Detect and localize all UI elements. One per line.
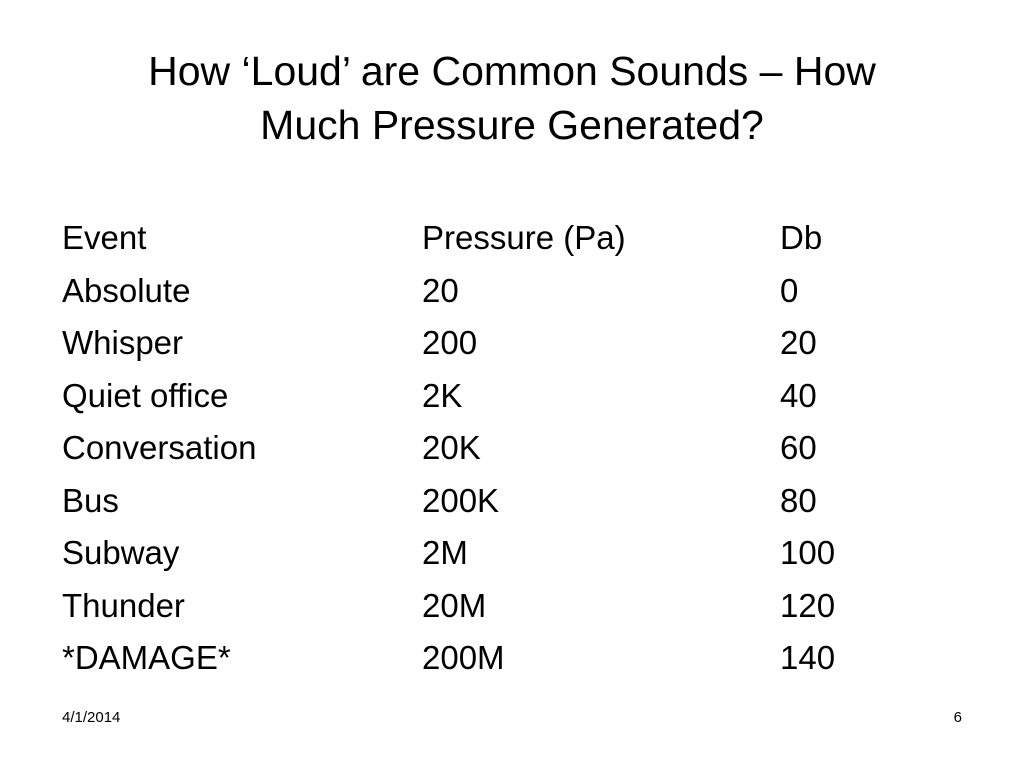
slide-title-line: Much Pressure Generated? xyxy=(260,102,764,148)
cell-event: Conversation xyxy=(62,429,257,466)
cell-db: 120 xyxy=(780,586,836,624)
table-row xyxy=(62,475,900,528)
cell-pressure: 200K xyxy=(422,481,500,519)
cell-pressure: 2M xyxy=(422,534,468,571)
cell-db: 20 xyxy=(780,324,817,361)
footer-date: 4/1/2014 xyxy=(62,709,121,726)
cell-db: 60 xyxy=(780,429,817,466)
cell-event: *DAMAGE* xyxy=(62,639,231,676)
header-pressure: Pressure (Pa) xyxy=(422,219,626,256)
table-header-row xyxy=(62,212,900,265)
cell-pressure: 200M xyxy=(422,639,505,676)
cell-pressure: 20K xyxy=(422,429,481,466)
sound-pressure-table xyxy=(62,212,900,685)
header-db: Db xyxy=(780,219,823,256)
slide-title-line: How ‘Loud’ are Common Sounds – How xyxy=(148,48,876,94)
cell-event: Bus xyxy=(62,481,119,519)
table-row xyxy=(62,422,900,475)
header-event: Event xyxy=(62,219,147,256)
cell-event: Quiet office xyxy=(62,376,229,414)
cell-pressure: 20 xyxy=(422,271,459,309)
footer-page-number: 6 xyxy=(953,709,962,726)
cell-pressure: 2K xyxy=(422,376,463,414)
cell-event: Absolute xyxy=(62,271,191,309)
cell-db: 140 xyxy=(780,639,836,676)
table-row xyxy=(62,265,900,318)
cell-db: 100 xyxy=(780,534,836,571)
cell-event: Subway xyxy=(62,534,180,571)
table-row xyxy=(62,580,900,633)
cell-pressure: 200 xyxy=(422,324,478,361)
slide-title xyxy=(60,44,964,152)
cell-db: 40 xyxy=(780,376,817,414)
cell-event: Whisper xyxy=(62,324,184,361)
cell-db: 0 xyxy=(780,271,799,309)
cell-db: 80 xyxy=(780,481,817,519)
cell-pressure: 20M xyxy=(422,586,487,624)
table-row xyxy=(62,527,900,580)
table-row xyxy=(62,370,900,423)
table-row xyxy=(62,317,900,370)
table-row xyxy=(62,632,900,685)
cell-event: Thunder xyxy=(62,586,185,624)
